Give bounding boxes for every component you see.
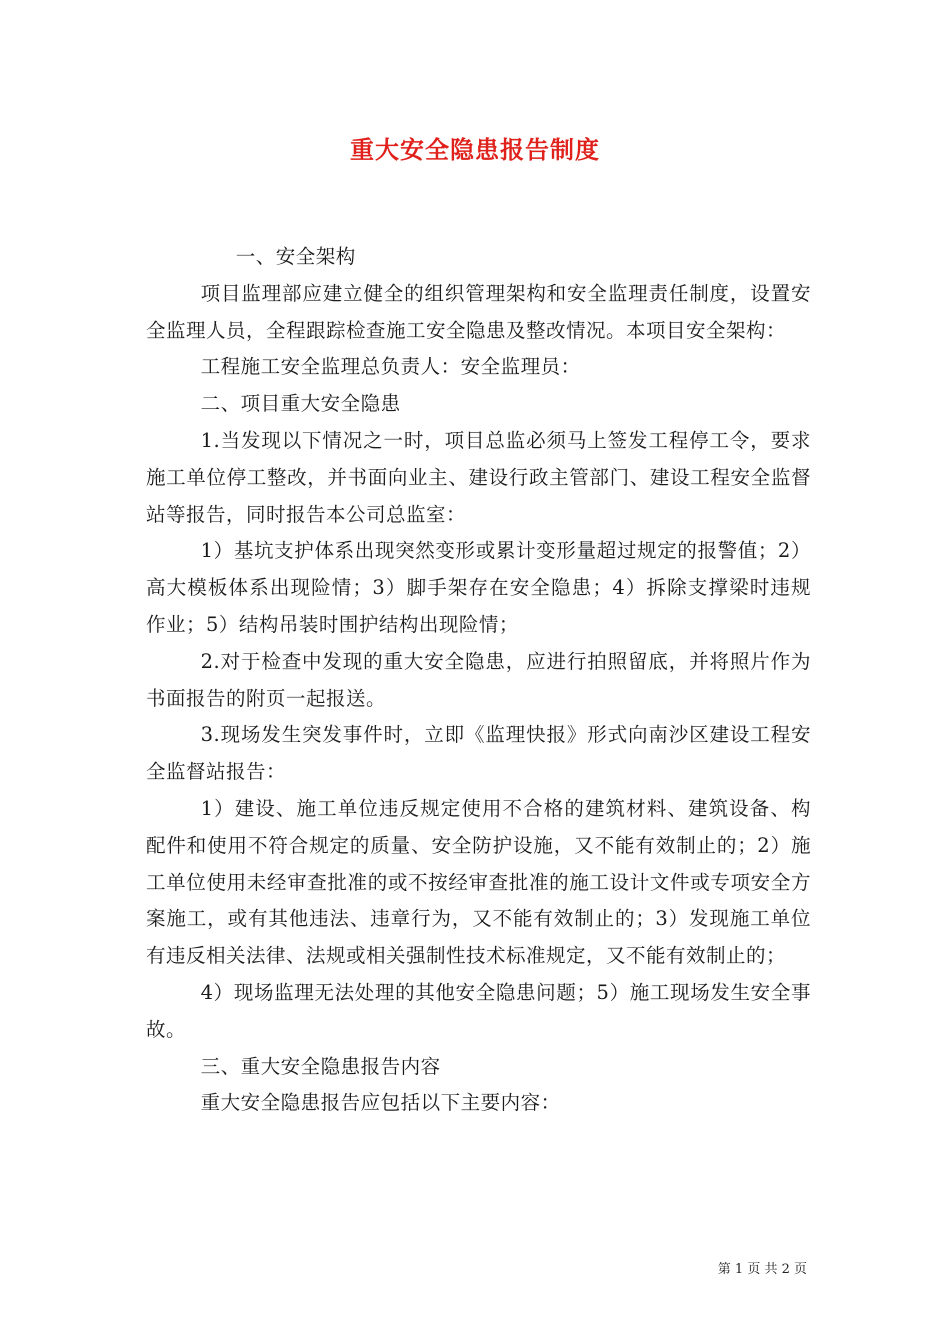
paragraph: 工程施工安全监理总负责人：安全监理员： — [200, 355, 581, 379]
section-heading-3: 三、重大安全隐患报告内容 — [200, 1054, 441, 1078]
paragraph: 2.对于检查中发现的重大安全隐患，应进行拍照留底，并将照片作为书面报告的附页一起报送。 — [146, 649, 811, 710]
paragraph: 4）现场监理无法处理的其他安全隐患问题；5）施工现场发生安全事故。 — [146, 980, 811, 1041]
paragraph: 项目监理部应建立健全的组织管理架构和安全监理责任制度，设置安全监理人员，全程跟踪检查施工安全隐患及整改情况。本项目安全架构： — [146, 281, 811, 342]
paragraph: 1）基坑支护体系出现突然变形或累计变形量超过规定的报警值；2）高大模板体系出现险情；3）脚手架存在安全隐患；4）拆除支撑梁时违规作业；5）结构吊装时围护结构出现险情； — [146, 539, 811, 636]
paragraph: 1.当发现以下情况之一时，项目总监必须马上签发工程停工令，要求施工单位停工整改，并书面向业主、建设行政主管部门、建设工程安全监督站等报告，同时报告本公司总监室： — [146, 428, 811, 526]
paragraph: 1）建设、施工单位违反规定使用不合格的建筑材料、建筑设备、构配件和使用不符合规定的质量、安全防护设施，又不能有效制止的；2）施工单位使用未经审查批准的或不按经审查批准的施工设计文件或专项安全方案施工，或有其他违法、违章行为，又不能有效制止的；3）发现施工单位有违反相关法律、法规或相关强制性技术标准规定，又不能有效制止的； — [146, 796, 811, 968]
document-title: 重大安全隐患报告制度 — [350, 135, 600, 164]
paragraph: 3.现场发生突发事件时，立即《监理快报》形式向南沙区建设工程安全监督站报告： — [146, 723, 811, 784]
page-number: 第 1 页 共 2 页 — [717, 1262, 807, 1277]
paragraph: 重大安全隐患报告应包括以下主要内容： — [200, 1091, 561, 1115]
section-heading-1: 一、安全架构 — [235, 245, 356, 268]
document-body — [146, 239, 811, 1122]
section-heading-2: 二、项目重大安全隐患 — [200, 392, 401, 416]
